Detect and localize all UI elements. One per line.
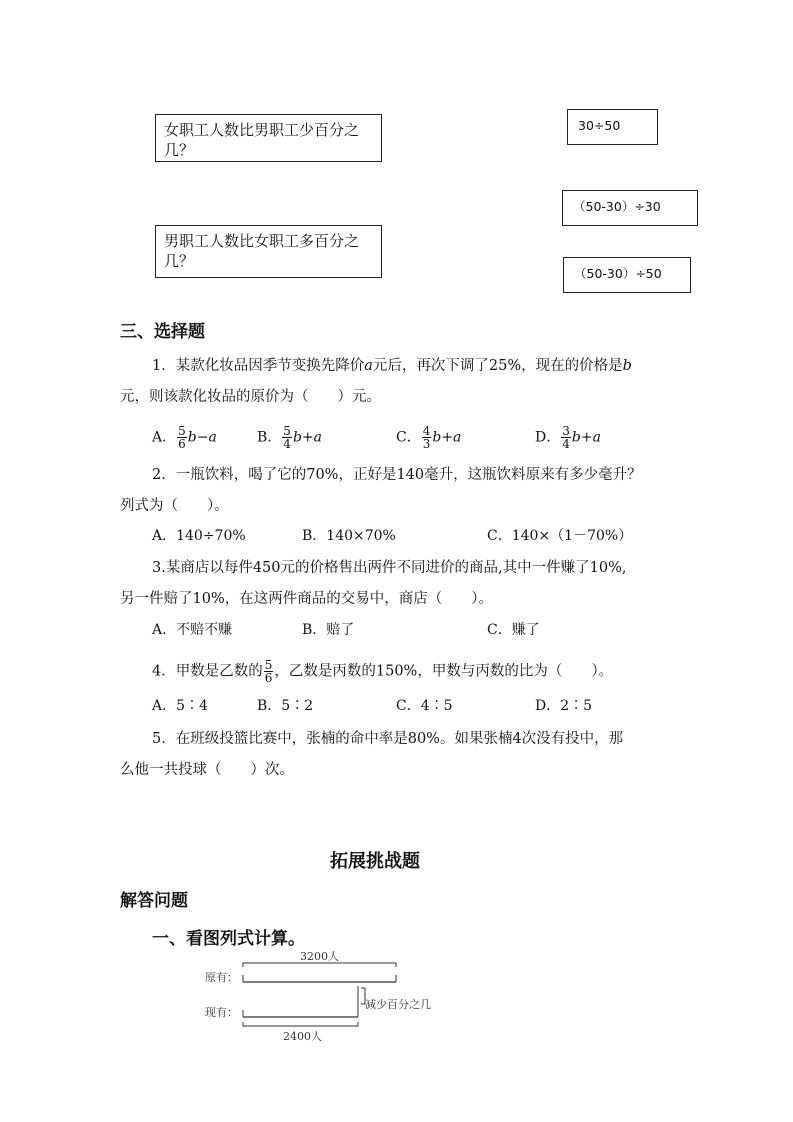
match-question-1-text: 女职工人数比男职工少百分之几？ [164, 121, 360, 159]
problem-4-fraction [264, 659, 274, 684]
problem-1-option-d [535, 425, 601, 450]
problem-1-line-2: 元，则该款化妆品的原价为（ ）元。 [120, 389, 381, 405]
problem-4-text-b: ，乙数是丙数的150%，甲数与丙数的比为（ ）。 [274, 663, 614, 680]
option-expression: b+a [432, 429, 462, 446]
problem-1-text-a: 1．某款化妆品因季节变换先降价 [152, 358, 365, 374]
match-answer-2 [562, 190, 698, 226]
match-question-1 [155, 114, 382, 162]
variable-a: a [364, 358, 373, 374]
current-label: 现有： [205, 1006, 238, 1019]
problem-4-text-a: 4．甲数是乙数的 [152, 663, 263, 680]
match-question-2-text: 男职工人数比女职工多百分之几？ [164, 232, 360, 270]
original-label: 原有： [205, 971, 238, 984]
top-brace [243, 963, 396, 967]
option-expression: b+a [292, 429, 322, 446]
option-fraction [282, 425, 292, 450]
problem-4-option-b: B．5∶2 [257, 698, 314, 714]
fraction-denominator: 4 [562, 437, 570, 451]
match-answer-1-text: 30÷50 [578, 118, 621, 133]
problem-3-option-a: A．不赔不赚 [152, 622, 233, 638]
problem-5-line-1: 5．在班级投篮比赛中，张楠的命中率是80%。如果张楠4次没有投中，那 [152, 731, 624, 747]
variable-b: b [622, 358, 632, 374]
fraction-numerator: 5 [178, 424, 186, 438]
problem-4-option-a: A．5∶4 [152, 698, 208, 714]
problem-1-option-c [396, 425, 461, 450]
fraction-numerator: 5 [264, 658, 273, 672]
problem-5-line-2: 么他一共投球（ ）次。 [120, 762, 294, 778]
problem-4-option-d: D．2∶5 [535, 698, 593, 714]
fraction-denominator: 3 [422, 437, 431, 451]
match-answer-2-text: （50-30）÷30 [573, 199, 661, 214]
problem-1-text-b: 元后，再次下调了25%，现在的价格是 [372, 358, 623, 374]
question-label: 减少百分之几 [365, 998, 431, 1011]
section-title: 三、选择题 [120, 322, 205, 342]
option-letter: B． [257, 429, 282, 446]
bottom-brace [243, 1022, 358, 1026]
problem-3-option-b: B．赔了 [302, 622, 355, 638]
fraction-denominator: 6 [178, 437, 186, 451]
option-letter: C． [396, 429, 421, 446]
option-fraction [177, 425, 187, 450]
match-answer-3-text: （50-30）÷50 [574, 266, 662, 281]
problem-2-option-b: B．140×70% [302, 528, 396, 544]
option-expression: b+a [571, 429, 601, 446]
problem-2-line-2: 列式为（ ）。 [120, 498, 229, 514]
extension-subtitle: 解答问题 [120, 891, 188, 911]
extension-part-1: 一、看图列式计算。 [152, 929, 305, 949]
option-fraction [561, 425, 571, 450]
fraction-denominator: 6 [264, 671, 273, 685]
problem-2-option-a: A．140÷70% [152, 528, 246, 544]
match-answer-3 [563, 257, 691, 293]
fraction-numerator: 4 [422, 424, 431, 438]
option-letter: A． [152, 429, 177, 446]
fraction-numerator: 5 [283, 424, 291, 438]
problem-4-option-c: C．4∶5 [396, 698, 453, 714]
problem-2-option-c: C．140×（1－70%） [487, 528, 633, 544]
top-total-label: 3200人 [300, 950, 339, 963]
match-answer-1 [567, 109, 658, 145]
fraction-denominator: 4 [283, 437, 291, 451]
problem-2-line-1: 2．一瓶饮料，喝了它的70%，正好是140毫升，这瓶饮料原来有多少毫升？ [152, 467, 642, 483]
problem-1-line-1 [152, 356, 632, 376]
fraction-numerator: 3 [562, 424, 570, 438]
bottom-total-label: 2400人 [283, 1030, 322, 1043]
problem-1-option-b [257, 425, 322, 450]
problem-1-option-a [152, 425, 217, 450]
option-fraction [422, 425, 432, 450]
problem-3-line-2: 另一件赔了10%，在这两件商品的交易中，商店（ ）。 [120, 591, 493, 607]
option-letter: D． [535, 429, 561, 446]
segment-diagram [195, 948, 455, 1048]
extension-title: 拓展挑战题 [330, 851, 420, 872]
problem-4-line-1 [152, 659, 613, 684]
problem-3-option-c: C．赚了 [487, 622, 540, 638]
option-expression: b−a [187, 429, 217, 446]
match-question-2 [155, 225, 382, 278]
problem-3-line-1: 3.某商店以每件450元的价格售出两件不同进价的商品,其中一件赚了10%, [152, 560, 627, 576]
